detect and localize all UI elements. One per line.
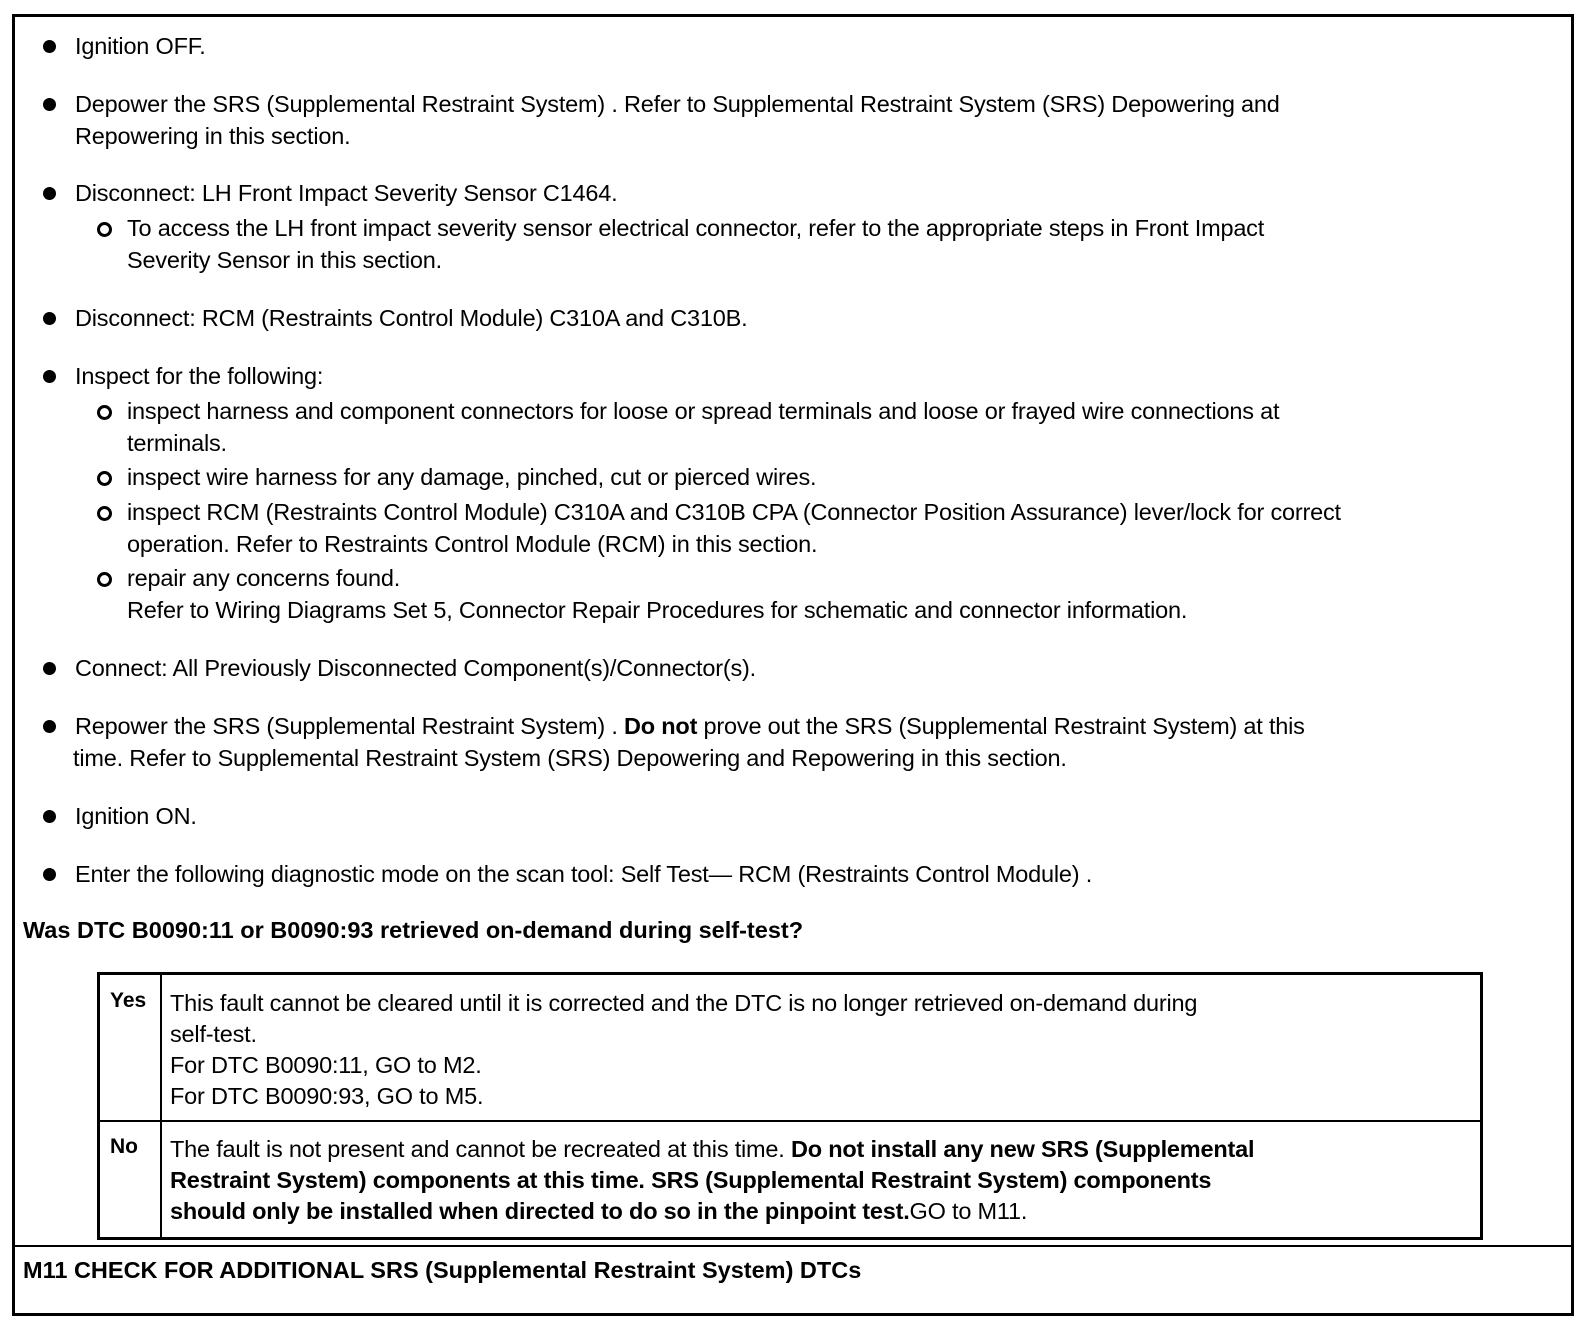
no-warning-3: should only be installed when directed to do so in the pinpoint test.	[170, 1198, 910, 1224]
next-step-heading: M11 CHECK FOR ADDITIONAL SRS (Supplemental Restraint System) DTCs	[23, 1257, 862, 1283]
step-depower-line2: Repowering in this section.	[75, 123, 351, 149]
step-repower-line1	[75, 710, 1305, 742]
step-ignition-on: Ignition ON.	[75, 803, 197, 829]
no-text: The fault is not present and cannot be recreated at this time.	[170, 1136, 791, 1162]
no-goto-m11: GO to M11.	[909, 1198, 1028, 1224]
substep-access-line2: Severity Sensor in this section.	[127, 247, 442, 273]
step-repower-warning: Do not	[624, 713, 698, 739]
bullet-icon	[43, 868, 56, 881]
test-question: Was DTC B0090:11 or B0090:93 retrieved on-demand during self-test?	[23, 917, 804, 943]
no-text-line1	[170, 1133, 1254, 1165]
bullet-icon	[43, 40, 56, 53]
bullet-icon	[43, 720, 56, 733]
answer-table	[97, 972, 1483, 1240]
step-self-test: Enter the following diagnostic mode on the scan tool: Self Test— RCM (Restraints Control Module) .	[75, 861, 1093, 887]
step-disconnect-sensor: Disconnect: LH Front Impact Severity Sensor C1464.	[75, 180, 618, 206]
sub-bullet-icon	[97, 405, 112, 420]
step-depower-line1: Depower the SRS (Supplemental Restraint System) . Refer to Supplemental Restraint System (SRS) Depowering and	[75, 91, 1280, 117]
no-text-line3	[170, 1195, 1027, 1227]
sub-bullet-icon	[97, 572, 112, 587]
bullet-icon	[43, 370, 56, 383]
no-label: No	[110, 1135, 138, 1158]
step-repower-line2: time. Refer to Supplemental Restraint System (SRS) Depowering and Repowering in this section.	[73, 745, 1067, 771]
step-ignition-off: Ignition OFF.	[75, 33, 206, 59]
yes-goto-m2: For DTC B0090:11, GO to M2.	[170, 1052, 482, 1078]
procedure-frame	[12, 14, 1574, 1316]
sub-bullet-icon	[97, 222, 112, 237]
table-divider	[100, 1120, 1480, 1122]
footer-divider	[15, 1245, 1571, 1247]
substep-cpa-line2: operation. Refer to Restraints Control Module (RCM) in this section.	[127, 531, 818, 557]
bullet-icon	[43, 810, 56, 823]
no-warning-2: Restraint System) components at this time. SRS (Supplemental Restraint System) components	[170, 1167, 1212, 1193]
step-repower-text: Repower the SRS (Supplemental Restraint System) .	[75, 713, 625, 739]
substep-cpa-line1: inspect RCM (Restraints Control Module) C310A and C310B CPA (Connector Position Assurance) lever/lock for correct	[127, 499, 1341, 525]
no-warning-1: Do not install any new SRS (Supplemental	[790, 1136, 1255, 1162]
step-repower-text-end: prove out the SRS (Supplemental Restraint System) at this	[697, 713, 1305, 739]
step-inspect: Inspect for the following:	[75, 363, 324, 389]
yes-label: Yes	[110, 989, 147, 1012]
bullet-icon	[43, 98, 56, 111]
sub-bullet-icon	[97, 506, 112, 521]
substep-harness-line1: inspect harness and component connectors for loose or spread terminals and loose or frayed wire connections at	[127, 398, 1280, 424]
substep-repair-line1: repair any concerns found.	[127, 565, 401, 591]
bullet-icon	[43, 662, 56, 675]
yes-goto-m5: For DTC B0090:93, GO to M5.	[170, 1083, 484, 1109]
bullet-icon	[43, 312, 56, 325]
yes-text-line1: This fault cannot be cleared until it is corrected and the DTC is no longer retrieved on-demand during	[170, 990, 1198, 1016]
substep-access-line1: To access the LH front impact severity sensor electrical connector, refer to the appropriate steps in Front Impact	[127, 215, 1265, 241]
yes-text-line2: self-test.	[170, 1021, 257, 1047]
substep-repair-line2: Refer to Wiring Diagrams Set 5, Connector Repair Procedures for schematic and connector information.	[127, 597, 1188, 623]
substep-harness-line2: terminals.	[127, 430, 227, 456]
step-disconnect-rcm: Disconnect: RCM (Restraints Control Module) C310A and C310B.	[75, 305, 748, 331]
bullet-icon	[43, 187, 56, 200]
table-divider	[160, 975, 162, 1237]
sub-bullet-icon	[97, 471, 112, 486]
step-connect: Connect: All Previously Disconnected Component(s)/Connector(s).	[75, 655, 756, 681]
substep-wire-harness: inspect wire harness for any damage, pinched, cut or pierced wires.	[127, 464, 817, 490]
